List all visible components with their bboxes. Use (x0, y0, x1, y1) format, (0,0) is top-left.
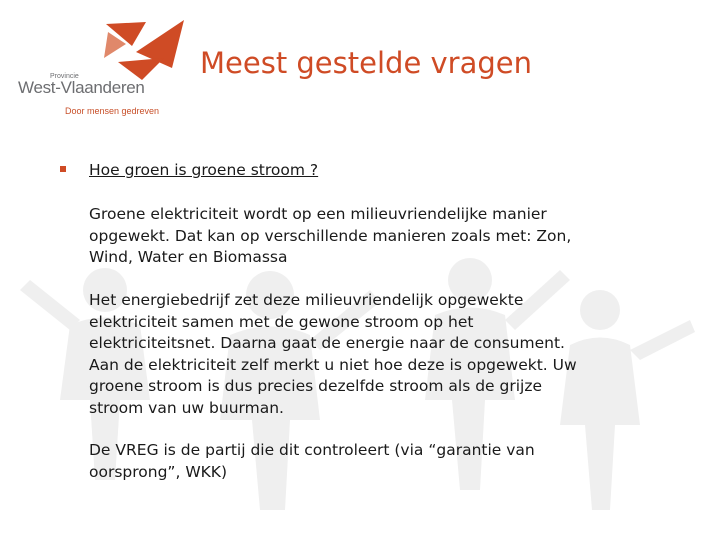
answer-paragraph-2: Het energiebedrijf zet deze milieuvriendelijk opgewekte elektriciteit samen met de gewone stroom op het elektriciteitsnet. Daarna gaat de energie naar de consument. Aan de elektriciteit zelf merkt u niet hoe deze is opgewekt. Uw groene stroom is dus precies dezelfde stroom als de grijze stroom van uw buurman. (89, 291, 577, 417)
answer-paragraph-1: Groene elektriciteit wordt op een milieuvriendelijke manier opgewekt. Dat kan op verschillende manieren zoals met: Zon, Wind, Water en Biomassa (89, 205, 572, 266)
logo-name: West-Vlaanderen (18, 78, 145, 97)
province-logo (14, 18, 189, 116)
slide-title: Meest gestelde vragen (200, 46, 532, 80)
logo-small-text: Provincie (50, 73, 79, 80)
logo-tagline: Door mensen gedreven (65, 106, 160, 116)
question-heading: Hoe groen is groene stroom ? (89, 161, 319, 179)
bullet-square-icon (60, 166, 66, 172)
answer-paragraph-3: De VREG is de partij die dit controleert (via “garantie van oorsprong”, WKK) (89, 441, 535, 481)
logo-mark-icon (14, 18, 189, 82)
